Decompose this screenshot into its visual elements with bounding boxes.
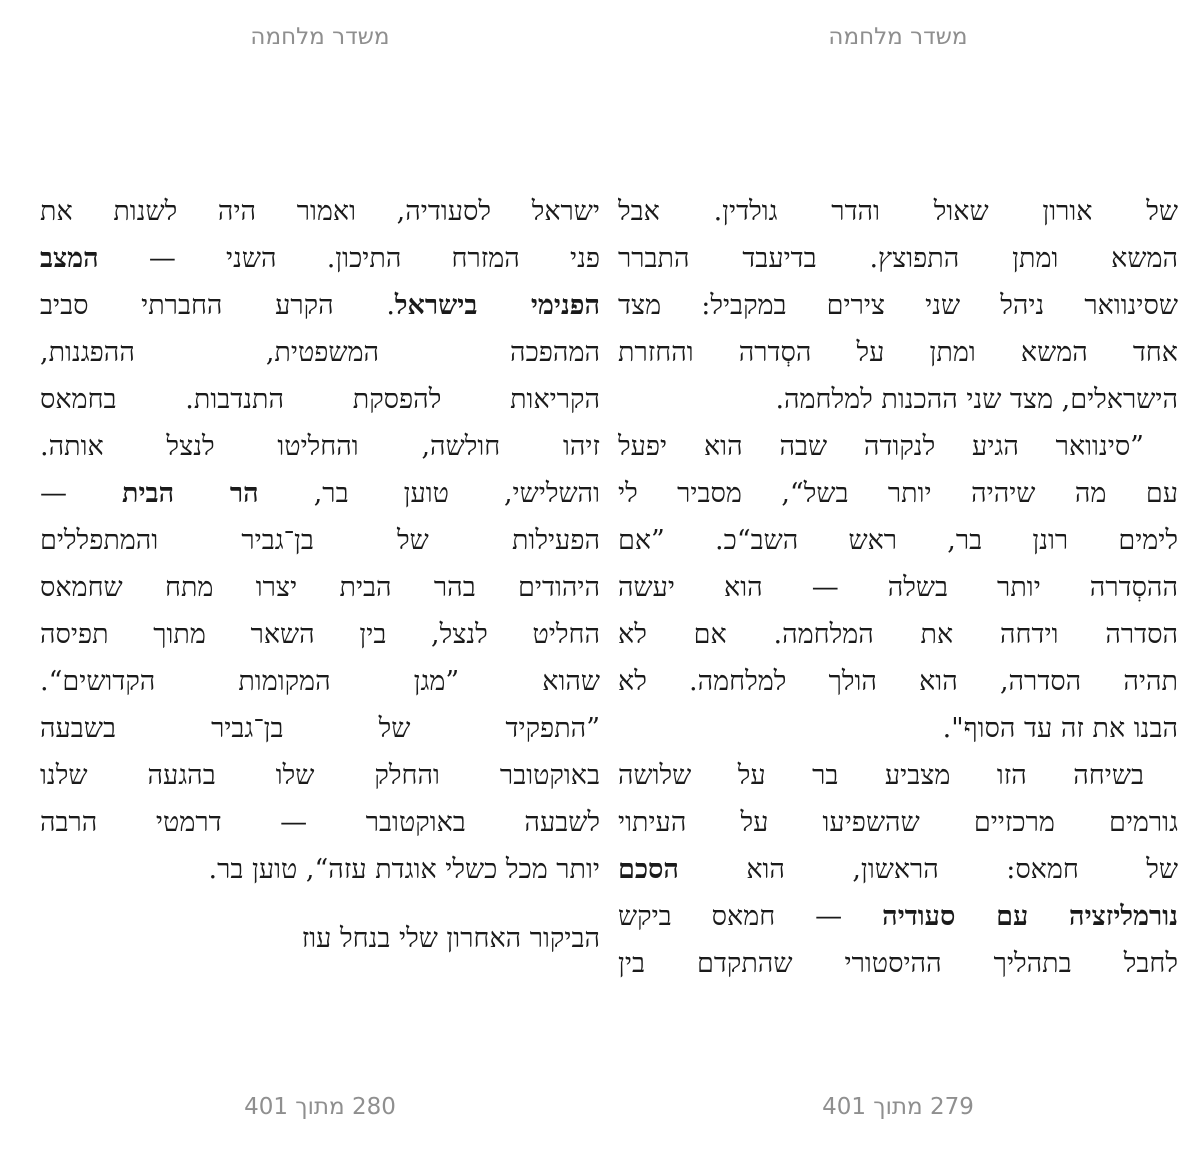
text-segment: הישראלים, מצד שני ההכנות למלחמה. <box>775 384 1178 415</box>
text-segment: שהוא ”מגן המקומות הקדושים“. <box>40 666 600 697</box>
text-segment: בשיחה הזו מצביע בר על שלושה <box>618 760 1144 791</box>
text-segment: הקריאות להפסקת התנדבות. בחמאס <box>40 384 600 415</box>
text-line <box>618 611 1178 658</box>
left-body-text <box>40 188 600 962</box>
text-segment: והשלישי, טוען בר, <box>258 478 600 509</box>
text-line <box>618 423 1178 470</box>
text-segment: לחבל בתהליך ההיסטורי שהתקדם בין <box>618 948 1178 979</box>
text-line <box>618 470 1178 517</box>
text-line <box>618 282 1178 329</box>
text-line <box>40 470 600 517</box>
text-line <box>40 846 600 893</box>
text-segment: ההסְדרה יותר בשלה — הוא יעשה <box>618 572 1178 603</box>
text-segment: לימים רונן בר, ראש השב“כ. ”אם <box>618 525 1178 556</box>
text-segment: פני המזרח התיכון. השני — <box>98 243 600 274</box>
text-line <box>618 799 1178 846</box>
text-line <box>40 564 600 611</box>
text-segment: תהיה הסדרה, הוא הולך למלחמה. לא <box>618 666 1178 697</box>
right-page <box>618 0 1178 1157</box>
text-segment: עם מה שיהיה יותר בשל“, מסביר לי <box>618 478 1178 509</box>
left-page-number: 280 מתוך 401 <box>244 1094 396 1120</box>
text-line <box>618 564 1178 611</box>
text-line <box>618 376 1178 423</box>
text-line <box>40 799 600 846</box>
text-line <box>618 517 1178 564</box>
text-line <box>40 423 600 470</box>
text-line <box>40 611 600 658</box>
bold-text-segment: הסכם <box>618 854 679 885</box>
text-segment: המשא ומתן התפוצץ. בדיעבד התברר <box>618 243 1178 274</box>
text-line <box>40 915 600 962</box>
text-segment: של אורון שאול והדר גולדין. אבל <box>618 196 1178 227</box>
text-line <box>618 893 1178 940</box>
text-line <box>618 188 1178 235</box>
right-page-number: 279 מתוך 401 <box>822 1094 974 1120</box>
text-line <box>40 705 600 752</box>
text-segment: הביקור האחרון שלי בנחל עוז <box>301 923 600 954</box>
text-segment: באוקטובר והחלק שלו בהגעה שלנו <box>40 760 600 791</box>
text-line <box>618 658 1178 705</box>
text-segment: החליט לנצל, בין השאר מתוך תפיסה <box>40 619 600 650</box>
text-segment: ”סינוואר הגיע לנקודה שבה הוא יפעל <box>618 431 1144 462</box>
text-line <box>40 282 600 329</box>
text-segment: של חמאס: הראשון, הוא <box>678 854 1178 885</box>
text-line <box>618 329 1178 376</box>
text-line <box>618 705 1178 752</box>
right-body-text <box>618 188 1178 987</box>
left-running-header: משדר מלחמה <box>250 24 390 50</box>
text-segment: הסדרה וידחה את המלחמה. אם לא <box>618 619 1178 650</box>
bold-text-segment: הר הבית <box>122 478 259 509</box>
text-segment: המהפכה המשפטית, ההפגנות, <box>40 337 600 368</box>
text-line <box>40 235 600 282</box>
text-line <box>618 940 1178 987</box>
text-segment: גורמים מרכזיים שהשפיעו על העיתוי <box>618 807 1178 838</box>
bold-text-segment: הפנימי בישראל <box>394 290 600 321</box>
text-segment: זיהו חולשה, והחליטו לנצל אותה. <box>40 431 600 462</box>
text-segment: — <box>40 478 123 509</box>
text-segment: יותר מכל כשלי אוגדת עזה“, טוען בר. <box>208 854 600 885</box>
bold-text-segment: המצב <box>40 243 99 274</box>
text-line <box>40 329 600 376</box>
text-segment: — חמאס ביקש <box>618 901 883 932</box>
text-line <box>618 752 1178 799</box>
right-running-header: משדר מלחמה <box>828 24 968 50</box>
text-line <box>40 658 600 705</box>
text-segment: לשבעה באוקטובר — דרמטי הרבה <box>40 807 600 838</box>
bold-text-segment: נורמליזציה עם סעודיה <box>882 901 1178 932</box>
text-line <box>40 188 600 235</box>
text-segment: אחד המשא ומתן על הסְדרה והחזרת <box>618 337 1178 368</box>
text-segment: הפעילות של בן־גביר והמתפללים <box>40 525 600 556</box>
text-line <box>618 235 1178 282</box>
text-segment: הבנו את זה עד הסוף". <box>942 713 1178 744</box>
text-line <box>40 517 600 564</box>
text-line <box>618 846 1178 893</box>
text-line <box>40 752 600 799</box>
text-segment: . הקרע החברתי סביב <box>40 290 395 321</box>
text-segment: היהודים בהר הבית יצרו מתח שחמאס <box>40 572 600 603</box>
left-page <box>40 0 600 1157</box>
text-segment: ”התפקיד של בן־גביר בשבעה <box>40 713 600 744</box>
text-line <box>40 376 600 423</box>
text-segment: שסינוואר ניהל שני צירים במקביל: מצד <box>618 290 1178 321</box>
text-segment: ישראל לסעודיה, ואמור היה לשנות את <box>40 196 600 227</box>
